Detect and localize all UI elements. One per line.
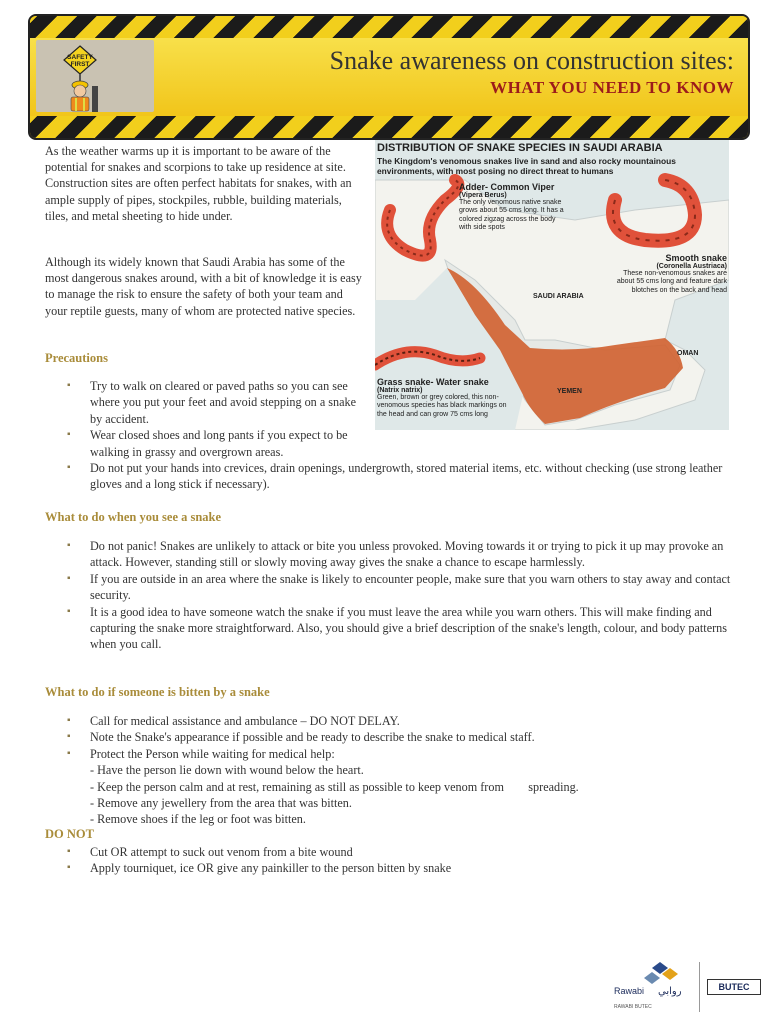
hazard-stripe-bottom bbox=[30, 116, 748, 138]
rawabi-emblem-icon bbox=[612, 958, 692, 1014]
bitten-heading: What to do if someone is bitten by a snake bbox=[45, 685, 270, 699]
grass-description: Green, brown or grey colored, this non-venomous species has black markings on the head and can grow 75 cms long bbox=[377, 394, 507, 418]
precautions-heading: Precautions bbox=[45, 351, 108, 365]
list-item: ▪ Apply tourniquet, ice OR give any painkiller to the person bitten by snake bbox=[45, 860, 735, 876]
grass-latin: (Natrix natrix) bbox=[377, 387, 423, 394]
list-item-text: Protect the Person while waiting for medical help: bbox=[90, 746, 335, 761]
list-item: ▪ Do not panic! Snakes are unlikely to attack or bite you unless provoked. Moving towards it or trying to pick it up may provoke an attack. However, standing still or slowly moving away gives the snake a chance to escape harmlessly. bbox=[45, 538, 735, 571]
list-item: ▪ Wear closed shoes and long pants if you expect to be walking in grassy and overgrown areas. bbox=[45, 427, 365, 460]
list-item: ▪ If you are outside in an area where the snake is likely to encounter people, make sure that you warn others to stay away and contact security. bbox=[45, 571, 735, 604]
title-area bbox=[330, 46, 734, 98]
badge-line2: FIRST bbox=[70, 61, 90, 68]
smooth-description: These non-venomous snakes are about 55 cms long and feature dark blotches on the back and head bbox=[616, 270, 727, 294]
rawabi-sub: RAWABI BUTEC bbox=[614, 1004, 652, 1010]
adder-description: The only venomous native snake grows about 55 cms long. It has a colored zigzag across the body with side spots bbox=[459, 199, 564, 232]
grass-heading: Grass snake- Water snake bbox=[377, 377, 489, 387]
adder-latin: (Vipera Berus) bbox=[459, 192, 507, 199]
list-item: ▪ Call for medical assistance and ambulance – DO NOT DELAY. bbox=[45, 713, 735, 729]
list-item-with-subitems bbox=[45, 746, 735, 828]
precautions-list-continued bbox=[45, 460, 735, 493]
list-item: ▪ Note the Snake's appearance if possible and be ready to describe the snake to medical staff. bbox=[45, 729, 735, 745]
intro-paragraph-1: As the weather warms up it is important to be aware of the potential for snakes and scorpions to take up residence at site. Construction sites are often perfect habitats for snakes, with an ample supply of pipes, stockpiles, rubble, building materials, tiles, and metal sheeting to hide under. bbox=[45, 144, 352, 223]
butec-logo: BUTEC bbox=[707, 979, 761, 995]
sub-item: - Remove shoes if the leg or foot was bitten. bbox=[90, 812, 306, 827]
list-item: ▪ Cut OR attempt to suck out venom from a bite wound bbox=[45, 844, 735, 860]
see-snake-list bbox=[45, 538, 735, 653]
adder-heading: Adder- Common Viper bbox=[459, 182, 555, 192]
header-banner bbox=[28, 14, 750, 140]
snake-distribution-map bbox=[375, 140, 729, 430]
page-subtitle: WHAT YOU NEED TO KNOW bbox=[490, 78, 734, 97]
see-snake-heading: What to do when you see a snake bbox=[45, 510, 222, 524]
page-title: Snake awareness on construction sites: bbox=[329, 46, 734, 75]
hazard-stripe-top bbox=[30, 16, 748, 38]
adder-label bbox=[459, 182, 569, 233]
do-not-list bbox=[45, 844, 735, 877]
bitten-list bbox=[45, 713, 735, 828]
grass-snake-label bbox=[377, 377, 507, 419]
do-not-heading: DO NOT bbox=[45, 827, 94, 841]
label-saudi-arabia: SAUDI ARABIA bbox=[533, 293, 584, 300]
sub-item: - Have the person lie down with wound below the heart. bbox=[90, 763, 364, 778]
rawabi-name: Rawabi bbox=[614, 986, 645, 996]
map-title: DISTRIBUTION OF SNAKE SPECIES IN SAUDI ARABIA bbox=[377, 142, 663, 154]
logo-divider bbox=[699, 962, 700, 1012]
sub-item: - Remove any jewellery from the area that was bitten. bbox=[90, 796, 352, 811]
safety-first-badge bbox=[36, 40, 154, 112]
smooth-heading: Smooth snake bbox=[665, 253, 727, 263]
smooth-snake-label bbox=[611, 253, 727, 295]
list-item: ▪ It is a good idea to have someone watch the snake if you must leave the area while you warn others. This will make finding and capturing the snake more straightforward. Also, you should give a brief description of the snake's length, colour, and body patterns when you call. bbox=[45, 604, 735, 653]
badge-line1: SAFETY bbox=[67, 54, 93, 61]
safety-worker-icon bbox=[36, 40, 154, 112]
intro-paragraph-2: Although its widely known that Saudi Arabia has some of the most dangerous snakes around, with a bit of knowledge it is easy to manage the risk to ensure the safety of both your team and your reptile guests, many of whom are protected native species. bbox=[45, 255, 362, 318]
list-item: ▪ Do not put your hands into crevices, drain openings, undergrowth, stored material items, etc. without checking (use strong leather gloves and a long stick if necessary). bbox=[45, 460, 735, 493]
precautions-list bbox=[45, 378, 365, 460]
smooth-latin: (Coronella Austriaca) bbox=[656, 263, 727, 270]
label-yemen: YEMEN bbox=[557, 388, 582, 395]
list-item: ▪ Try to walk on cleared or paved paths so you can see where you put your feet and avoid stepping on a snake by accident. bbox=[45, 378, 365, 427]
rawabi-logo bbox=[612, 958, 692, 1014]
sub-item: - Keep the person calm and at rest, remaining as still as possible to keep venom from spreading. bbox=[90, 779, 579, 794]
label-oman: OMAN bbox=[677, 350, 699, 357]
rawabi-arabic: روابي bbox=[658, 986, 682, 997]
map-caption: The Kingdom's venomous snakes live in sand and also rocky mountainous environments, with most posing no direct threat to humans bbox=[377, 156, 676, 176]
